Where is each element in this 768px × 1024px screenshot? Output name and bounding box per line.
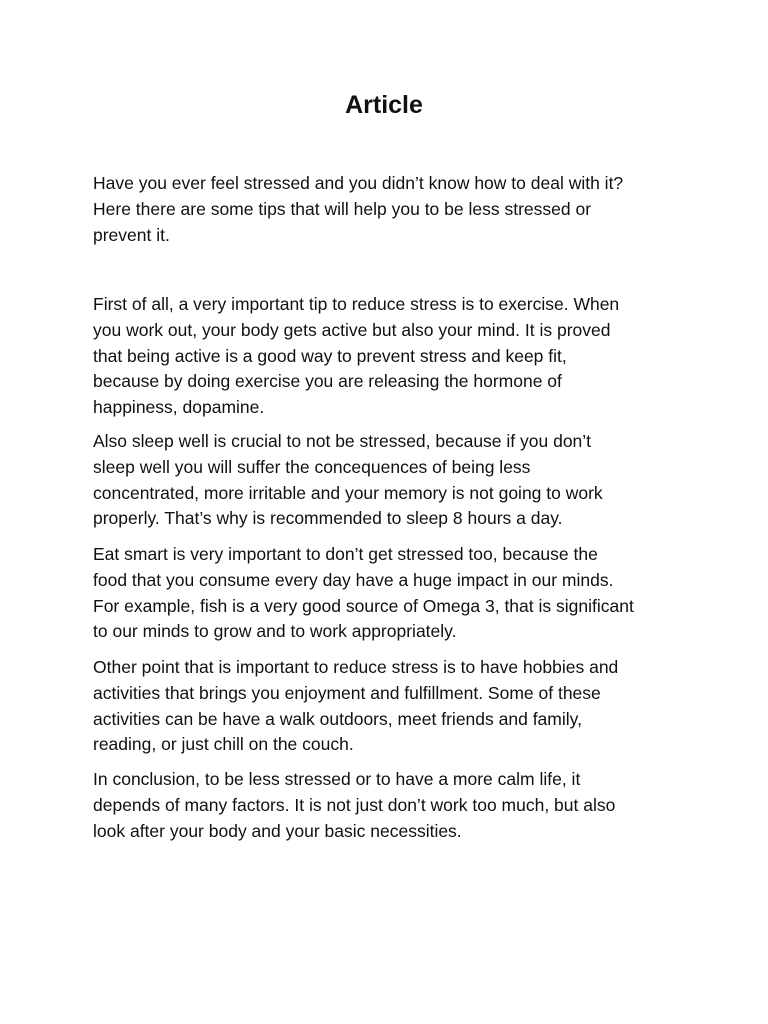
paragraph-intro xyxy=(93,171,693,248)
text-line: activities can be have a walk outdoors, meet friends and family, xyxy=(93,708,582,729)
text-line: Eat smart is very important to don’t get stressed too, because the xyxy=(93,544,598,564)
text-line: For example, fish is a very good source of Omega 3, that is significant xyxy=(93,595,634,616)
paragraph-eat-smart xyxy=(93,542,693,645)
text-line: happiness, dopamine. xyxy=(93,397,265,418)
text-line: sleep well you will suffer the concequences of being less xyxy=(93,456,531,477)
text-line: depends of many factors. It is not just don’t work too much, but also xyxy=(93,794,616,815)
paragraph-sleep xyxy=(93,429,693,532)
paragraph-conclusion xyxy=(93,767,693,844)
text-line: prevent it. xyxy=(93,224,170,245)
text-line: food that you consume every day have a huge impact in our minds. xyxy=(93,569,614,590)
text-line: reading, or just chill on the couch. xyxy=(93,734,354,755)
text-line: concentrated, more irritable and your memory is not going to work xyxy=(93,482,603,503)
text-line: Here there are some tips that will help you to be less stressed or xyxy=(93,198,592,219)
text-line: First of all, a very important tip to reduce stress is to exercise. When xyxy=(93,294,620,314)
text-line: activities that brings you enjoyment and fulfillment. Some of these xyxy=(93,682,601,703)
text-line: that being active is a good way to prevent stress and keep fit, xyxy=(93,345,567,366)
text-line: Other point that is important to reduce stress is to have hobbies and xyxy=(93,657,619,677)
text-line: Have you ever feel stressed and you didn’t know how to deal with it? xyxy=(93,173,624,193)
text-line: because by doing exercise you are releasing the hormone of xyxy=(93,371,562,392)
article-title: Article xyxy=(345,91,423,119)
text-line: In conclusion, to be less stressed or to have a more calm life, it xyxy=(93,769,581,789)
text-line: Also sleep well is crucial to not be stressed, because if you don’t xyxy=(93,431,592,451)
text-line: to our minds to grow and to work appropriately. xyxy=(93,621,457,642)
text-line: you work out, your body gets active but also your mind. It is proved xyxy=(93,319,611,340)
paragraph-exercise xyxy=(93,292,693,421)
text-line: look after your body and your basic necessities. xyxy=(93,820,462,841)
text-line: properly. That’s why is recommended to sleep 8 hours a day. xyxy=(93,508,563,529)
paragraph-hobbies xyxy=(93,655,693,758)
